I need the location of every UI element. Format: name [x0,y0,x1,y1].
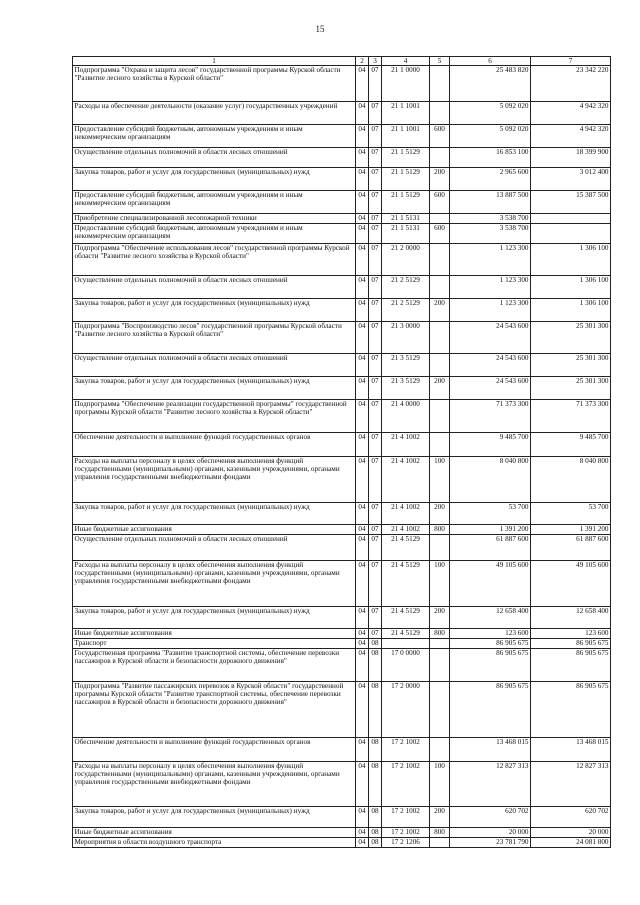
item-name: Иные бюджетные ассигнования [73,629,356,639]
subsection-code: 07 [369,354,382,377]
item-name: Расходы на выплаты персоналу в целях обеспечения выполнения функций государственными (муниципальными) органами, казенными учреждениями, органами управления государственными внебюджетными фондами [73,762,356,807]
section-code: 04 [356,377,369,400]
section-code: 04 [356,649,369,682]
item-name: Осуществление отдельных полномочий в области лесных отношений [73,148,356,168]
table-row [73,191,611,214]
item-name: Предоставление субсидий бюджетным, автономным учреждениям и иным некоммерческим организациям [73,224,356,244]
target-article-code: 21 4 5129 [382,535,430,561]
amount-year-1: 1 123 300 [450,276,531,299]
target-article-code: 17 2 1002 [382,738,430,762]
amount-year-1: 2 965 600 [450,168,531,191]
section-code: 04 [356,607,369,629]
page-number: 15 [315,24,325,34]
expense-type-code: 600 [430,224,450,244]
table-row [73,762,611,807]
item-name: Иные бюджетные ассигнования [73,828,356,838]
target-article-code: 21 1 1001 [382,102,430,125]
amount-year-1: 25 483 820 [450,66,531,102]
table-row [73,377,611,400]
amount-year-1: 5 092 020 [450,125,531,148]
target-article-code: 21 1 1001 [382,125,430,148]
target-article-code: 21 2 0000 [382,244,430,276]
target-article-code: 21 3 5129 [382,354,430,377]
amount-year-2: 4 942 320 [531,125,611,148]
amount-year-1: 13 468 015 [450,738,531,762]
table-row [73,148,611,168]
header-cell: 1 [73,57,356,66]
table-row [73,561,611,607]
subsection-code: 07 [369,191,382,214]
section-code: 04 [356,244,369,276]
expense-type-code: 200 [430,168,450,191]
item-name: Обеспечение деятельности и выполнение функций государственных органов [73,738,356,762]
table-row [73,629,611,639]
expense-type-code: 800 [430,525,450,535]
item-name: Закупка товаров, работ и услуг для государственных (муниципальных) нужд [73,607,356,629]
subsection-code: 07 [369,535,382,561]
subsection-code: 07 [369,244,382,276]
header-cell: 6 [450,57,531,66]
expense-type-code: 600 [430,191,450,214]
target-article-code: 21 4 0000 [382,400,430,433]
section-code: 04 [356,299,369,322]
table-row [73,322,611,354]
table-row [73,125,611,148]
target-article-code: 21 3 5129 [382,377,430,400]
item-name: Подпрограмма "Развитие пассажирских перевозок в Курской области" государственной программы Курской области "Развитие транспортной системы, обеспечение перевозки пассажиров в Курской области и безопасности дорожного движения" [73,682,356,738]
expense-type-code: 200 [430,377,450,400]
expense-type-code [430,639,450,649]
table-row [73,354,611,377]
amount-year-1: 24 543 600 [450,322,531,354]
target-article-code: 21 3 0000 [382,322,430,354]
expense-type-code [430,838,450,848]
expense-type-code [430,276,450,299]
item-name: Расходы на обеспечение деятельности (оказание услуг) государственных учреждений [73,102,356,125]
section-code: 04 [356,276,369,299]
amount-year-1: 23 781 790 [450,838,531,848]
header-row [73,57,611,66]
target-article-code: 21 1 5131 [382,214,430,224]
expense-type-code [430,400,450,433]
amount-year-1: 12 658 400 [450,607,531,629]
amount-year-2: 25 301 300 [531,322,611,354]
item-name: Закупка товаров, работ и услуг для государственных (муниципальных) нужд [73,503,356,525]
item-name: Расходы на выплаты персоналу в целях обеспечения выполнения функций государственными (муниципальными) органами, казенными учреждениями, органами управления государственными внебюджетными фондами [73,561,356,607]
header-cell: 4 [382,57,430,66]
amount-year-2: 23 342 220 [531,66,611,102]
target-article-code: 21 4 5129 [382,561,430,607]
target-article-code: 21 1 0000 [382,66,430,102]
expense-type-code [430,649,450,682]
table-row [73,535,611,561]
section-code: 04 [356,102,369,125]
amount-year-2: 25 301 300 [531,377,611,400]
expense-type-code: 100 [430,457,450,503]
section-code: 04 [356,682,369,738]
item-name: Подпрограмма "Обеспечение реализации государственной программы" государственной программы Курской области "Развитие лесного хозяйства в Курской области" [73,400,356,433]
target-article-code: 21 2 5129 [382,276,430,299]
subsection-code: 07 [369,125,382,148]
subsection-code: 07 [369,168,382,191]
subsection-code: 07 [369,224,382,244]
target-article-code: 17 2 1002 [382,762,430,807]
subsection-code: 07 [369,322,382,354]
item-name: Транспорт [73,639,356,649]
section-code: 04 [356,503,369,525]
amount-year-1: 53 700 [450,503,531,525]
subsection-code: 08 [369,828,382,838]
subsection-code: 07 [369,400,382,433]
amount-year-2: 3 012 400 [531,168,611,191]
expense-type-code: 800 [430,828,450,838]
target-article-code: 21 4 5129 [382,629,430,639]
table-row [73,607,611,629]
expense-type-code [430,214,450,224]
amount-year-2 [531,224,611,244]
amount-year-1: 1 123 300 [450,244,531,276]
table-row [73,224,611,244]
expense-type-code [430,148,450,168]
item-name: Закупка товаров, работ и услуг для государственных (муниципальных) нужд [73,807,356,828]
expense-type-code [430,354,450,377]
item-name: Приобретение специализированной лесопожарной техники [73,214,356,224]
amount-year-2: 13 468 015 [531,738,611,762]
amount-year-2: 12 658 400 [531,607,611,629]
item-name: Подпрограмма "Обеспечение использования лесов" государственной программы Курской области "Развитие лесного хозяйства в Курской области" [73,244,356,276]
subsection-code: 07 [369,102,382,125]
subsection-code: 07 [369,607,382,629]
section-code: 04 [356,828,369,838]
expense-type-code [430,322,450,354]
subsection-code: 08 [369,838,382,848]
table-row [73,525,611,535]
subsection-code: 07 [369,629,382,639]
expense-type-code: 200 [430,607,450,629]
section-code: 04 [356,807,369,828]
item-name: Расходы на выплаты персоналу в целях обеспечения выполнения функций государственными (муниципальными) органами, казенными учреждениями, органами управления государственными внебюджетными фондами [73,457,356,503]
target-article-code: 21 4 1002 [382,433,430,457]
table-row [73,102,611,125]
section-code: 04 [356,148,369,168]
item-name: Закупка товаров, работ и услуг для государственных (муниципальных) нужд [73,377,356,400]
subsection-code: 07 [369,503,382,525]
item-name: Осуществление отдельных полномочий в области лесных отношений [73,535,356,561]
section-code: 04 [356,214,369,224]
amount-year-1: 123 600 [450,629,531,639]
subsection-code: 07 [369,148,382,168]
target-article-code: 21 1 5129 [382,191,430,214]
section-code: 04 [356,838,369,848]
amount-year-2: 24 081 800 [531,838,611,848]
table-row [73,168,611,191]
section-code: 04 [356,66,369,102]
expense-type-code [430,102,450,125]
amount-year-1: 61 887 600 [450,535,531,561]
table-row [73,838,611,848]
target-article-code: 21 1 5129 [382,148,430,168]
subsection-code: 07 [369,299,382,322]
section-code: 04 [356,125,369,148]
amount-year-1: 20 000 [450,828,531,838]
expense-type-code [430,738,450,762]
item-name: Предоставление субсидий бюджетным, автономным учреждениям и иным некоммерческим организациям [73,191,356,214]
item-name: Закупка товаров, работ и услуг для государственных (муниципальных) нужд [73,168,356,191]
table-row [73,244,611,276]
section-code: 04 [356,525,369,535]
expense-type-code [430,682,450,738]
subsection-code: 08 [369,738,382,762]
amount-year-2: 86 905 675 [531,649,611,682]
amount-year-1: 3 538 700 [450,214,531,224]
subsection-code: 07 [369,561,382,607]
amount-year-2: 12 827 313 [531,762,611,807]
table-row [73,503,611,525]
subsection-code: 07 [369,66,382,102]
item-name: Предоставление субсидий бюджетным, автономным учреждениям и иным некоммерческим организациям [73,125,356,148]
section-code: 04 [356,400,369,433]
target-article-code [382,639,430,649]
expense-type-code: 200 [430,299,450,322]
amount-year-1: 86 905 675 [450,682,531,738]
section-code: 04 [356,322,369,354]
item-name: Осуществление отдельных полномочий в области лесных отношений [73,354,356,377]
amount-year-1: 86 905 675 [450,639,531,649]
target-article-code: 17 2 1206 [382,838,430,848]
amount-year-2: 53 700 [531,503,611,525]
amount-year-2: 49 105 600 [531,561,611,607]
amount-year-1: 8 040 800 [450,457,531,503]
amount-year-2: 86 905 675 [531,639,611,649]
expense-type-code [430,66,450,102]
target-article-code: 21 4 5129 [382,607,430,629]
amount-year-2: 20 000 [531,828,611,838]
amount-year-2: 8 040 800 [531,457,611,503]
amount-year-2: 61 887 600 [531,535,611,561]
table-row [73,807,611,828]
target-article-code: 21 1 5131 [382,224,430,244]
amount-year-2: 9 485 700 [531,433,611,457]
section-code: 04 [356,224,369,244]
target-article-code: 21 4 1002 [382,503,430,525]
amount-year-1: 24 543 600 [450,377,531,400]
expense-type-code [430,244,450,276]
section-code: 04 [356,191,369,214]
amount-year-2: 18 399 900 [531,148,611,168]
target-article-code: 21 4 1002 [382,525,430,535]
header-cell: 3 [369,57,382,66]
amount-year-1: 5 092 020 [450,102,531,125]
amount-year-2: 4 942 320 [531,102,611,125]
expense-type-code: 600 [430,125,450,148]
target-article-code: 17 2 0000 [382,682,430,738]
amount-year-1: 71 373 300 [450,400,531,433]
amount-year-1: 16 853 100 [450,148,531,168]
budget-table [72,56,611,848]
amount-year-1: 24 543 600 [450,354,531,377]
amount-year-2: 1 306 100 [531,276,611,299]
table-row [73,400,611,433]
subsection-code: 07 [369,214,382,224]
amount-year-1: 49 105 600 [450,561,531,607]
amount-year-1: 1 391 200 [450,525,531,535]
item-name: Мероприятия в области воздушного транспорта [73,838,356,848]
table-row [73,299,611,322]
expense-type-code: 200 [430,503,450,525]
section-code: 04 [356,433,369,457]
table-row [73,828,611,838]
header-cell: 2 [356,57,369,66]
amount-year-2 [531,214,611,224]
amount-year-2: 86 905 675 [531,682,611,738]
table-row [73,738,611,762]
subsection-code: 07 [369,457,382,503]
section-code: 04 [356,762,369,807]
target-article-code: 21 2 5129 [382,299,430,322]
amount-year-2: 1 306 100 [531,299,611,322]
amount-year-2: 71 373 300 [531,400,611,433]
amount-year-1: 12 827 313 [450,762,531,807]
expense-type-code: 100 [430,762,450,807]
amount-year-1: 13 887 500 [450,191,531,214]
expense-type-code: 800 [430,629,450,639]
subsection-code: 08 [369,639,382,649]
expense-type-code: 100 [430,561,450,607]
item-name: Закупка товаров, работ и услуг для государственных (муниципальных) нужд [73,299,356,322]
table-row [73,649,611,682]
amount-year-1: 3 538 700 [450,224,531,244]
target-article-code: 17 0 0000 [382,649,430,682]
expense-type-code [430,535,450,561]
section-code: 04 [356,535,369,561]
item-name: Подпрограмма "Воспроизводство лесов" государственной программы Курской области "Развитие лесного хозяйства в Курской области" [73,322,356,354]
section-code: 04 [356,561,369,607]
amount-year-2: 123 600 [531,629,611,639]
amount-year-1: 86 905 675 [450,649,531,682]
amount-year-2: 1 306 100 [531,244,611,276]
header-cell: 7 [531,57,611,66]
expense-type-code: 200 [430,807,450,828]
expense-type-code [430,433,450,457]
item-name: Иные бюджетные ассигнования [73,525,356,535]
amount-year-1: 1 123 300 [450,299,531,322]
amount-year-2: 1 391 200 [531,525,611,535]
target-article-code: 21 4 1002 [382,457,430,503]
item-name: Осуществление отдельных полномочий в области лесных отношений [73,276,356,299]
amount-year-2: 620 702 [531,807,611,828]
target-article-code: 21 1 5129 [382,168,430,191]
amount-year-2: 15 387 500 [531,191,611,214]
amount-year-1: 620 702 [450,807,531,828]
subsection-code: 07 [369,525,382,535]
table-row [73,457,611,503]
section-code: 04 [356,738,369,762]
section-code: 04 [356,168,369,191]
item-name: Государственная программа "Развитие транспортной системы, обеспечение перевозки пассажиров в Курской области и безопасности дорожного движения" [73,649,356,682]
subsection-code: 07 [369,433,382,457]
table-row [73,214,611,224]
section-code: 04 [356,354,369,377]
amount-year-2: 25 301 300 [531,354,611,377]
header-cell: 5 [430,57,450,66]
section-code: 04 [356,629,369,639]
subsection-code: 08 [369,807,382,828]
table-row [73,639,611,649]
item-name: Подпрограмма "Охрана и защита лесов" государственной программы Курской области "Развитие лесного хозяйства в Курской области" [73,66,356,102]
section-code: 04 [356,639,369,649]
subsection-code: 08 [369,682,382,738]
table-row [73,682,611,738]
table-row [73,66,611,102]
subsection-code: 08 [369,762,382,807]
table-row [73,276,611,299]
target-article-code: 17 2 1002 [382,807,430,828]
subsection-code: 08 [369,649,382,682]
item-name: Обеспечение деятельности и выполнение функций государственных органов [73,433,356,457]
table-row [73,433,611,457]
target-article-code: 17 2 1002 [382,828,430,838]
amount-year-1: 9 485 700 [450,433,531,457]
subsection-code: 07 [369,377,382,400]
section-code: 04 [356,457,369,503]
subsection-code: 07 [369,276,382,299]
